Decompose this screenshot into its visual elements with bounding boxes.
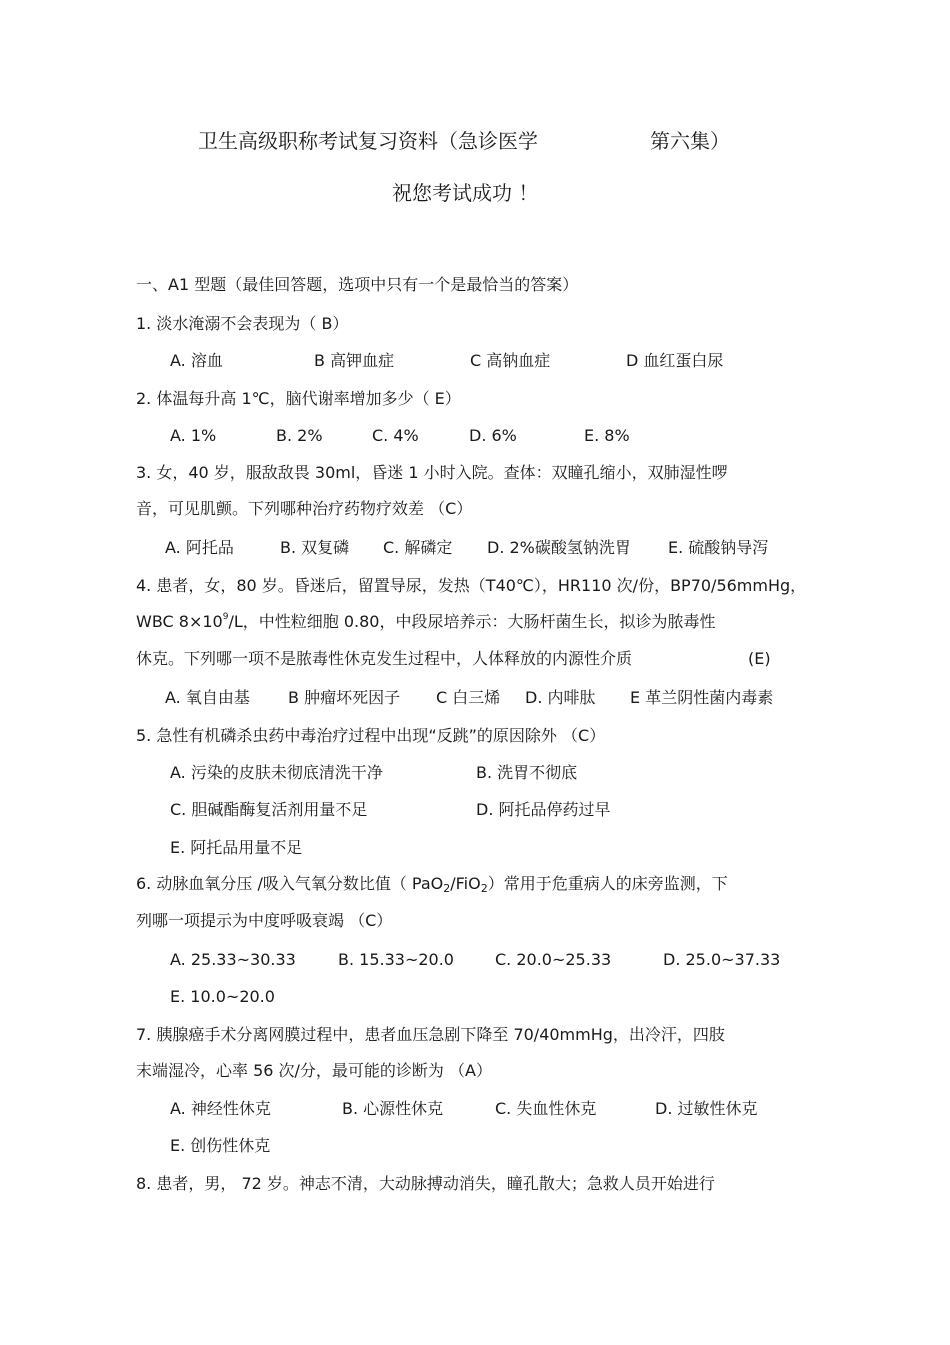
doc-title-part-a: 卫生高级职称考试复习资料（急诊医学 bbox=[198, 129, 538, 153]
q7-option-d: D. 过敏性休克 bbox=[655, 1099, 758, 1118]
q6-option-a: A. 25.33~30.33 bbox=[170, 950, 296, 969]
q2-stem: 2. 体温每升高 1℃，脑代谢率增加多少（ E） bbox=[136, 389, 461, 408]
q3-option-e: E. 硫酸钠导泻 bbox=[668, 538, 769, 557]
q4-option-d: D. 内啡肽 bbox=[525, 688, 596, 707]
q4-stem-line1: 4. 患者，女，80 岁。昏迷后，留置导尿，发热（T40℃），HR110 次/份，BP70/56mmHg， bbox=[136, 576, 807, 595]
q4-option-b: B 肿瘤坏死因子 bbox=[288, 688, 401, 707]
q7-option-a: A. 神经性休克 bbox=[170, 1099, 271, 1118]
q6-option-d: D. 25.0~37.33 bbox=[663, 950, 781, 969]
q2-option-e: E. 8% bbox=[584, 426, 630, 445]
q4-stem-line2-rest: /L，中性粒细胞 0.80，中段尿培养示：大肠杆菌生长，拟诊为脓毒性 bbox=[228, 612, 716, 631]
q4-wbc-label: WBC 8×10 bbox=[136, 612, 223, 631]
q3-option-c: C. 解磷定 bbox=[383, 538, 453, 557]
q2-option-c: C. 4% bbox=[372, 426, 419, 445]
q6-stem-part-b: /FiO bbox=[450, 874, 481, 893]
q3-stem-line2: 音，可见肌颤。下列哪种治疗药物疗效差 （C） bbox=[136, 499, 473, 518]
q1-option-b: B 高钾血症 bbox=[314, 351, 395, 370]
q1-option-a: A. 溶血 bbox=[170, 351, 223, 370]
q6-pao2-subscript: 2 bbox=[443, 882, 451, 895]
q4-option-a: A. 氧自由基 bbox=[165, 688, 250, 707]
q7-option-c: C. 失血性休克 bbox=[495, 1099, 597, 1118]
q5-option-d: D. 阿托品停药过早 bbox=[476, 800, 611, 819]
q4-wbc-exponent: 9 bbox=[222, 612, 229, 622]
q7-stem-line1: 7. 胰腺癌手术分离网膜过程中，患者血压急剧下降至 70/40mmHg，出冷汗，四肢 bbox=[136, 1025, 725, 1044]
q6-stem-part-c: ）常用于危重病人的床旁监测，下 bbox=[487, 874, 728, 893]
q7-option-b: B. 心源性休克 bbox=[342, 1099, 444, 1118]
q5-option-b: B. 洗胃不彻底 bbox=[476, 763, 578, 782]
q4-stem-line2 bbox=[136, 611, 715, 633]
q7-stem-line2: 末端湿冷，心率 56 次/分，最可能的诊断为 （A） bbox=[136, 1061, 492, 1080]
q5-stem: 5. 急性有机磷杀虫药中毒治疗过程中出现“反跳”的原因除外 （C） bbox=[136, 726, 606, 745]
q7-option-e: E. 创伤性休克 bbox=[170, 1136, 271, 1155]
q2-option-d: D. 6% bbox=[469, 426, 517, 445]
q3-option-b: B. 双复磷 bbox=[280, 538, 350, 557]
q6-option-c: C. 20.0~25.33 bbox=[495, 950, 612, 969]
q6-stem-part-a: 6. 动脉血氧分压 /吸入气氧分数比值（ PaO bbox=[136, 874, 444, 893]
q4-stem-line3: 休克。下列哪一项不是脓毒性休克发生过程中，人体释放的内源性介质 bbox=[136, 649, 633, 668]
q4-option-c: C 白三烯 bbox=[436, 688, 501, 707]
q3-option-d: D. 2%碳酸氢钠洗胃 bbox=[487, 538, 631, 557]
q6-option-e: E. 10.0~20.0 bbox=[170, 987, 275, 1006]
q4-answer: (E) bbox=[748, 649, 771, 668]
q6-option-b: B. 15.33~20.0 bbox=[338, 950, 454, 969]
q5-option-c: C. 胆碱酯酶复活剂用量不足 bbox=[170, 800, 368, 819]
q1-stem: 1. 淡水淹溺不会表现为（ B） bbox=[136, 314, 349, 333]
section-heading: 一、A1 型题（最佳回答题，选项中只有一个是最恰当的答案） bbox=[136, 275, 579, 294]
q3-stem-line1: 3. 女，40 岁，服敌敌畏 30ml，昏迷 1 小时入院。查体：双瞳孔缩小，双肺湿性啰 bbox=[136, 463, 728, 482]
q1-option-d: D 血红蛋白尿 bbox=[626, 351, 724, 370]
doc-title-suffix bbox=[650, 128, 730, 154]
doc-title bbox=[198, 128, 538, 154]
q6-stem-line1 bbox=[136, 873, 728, 895]
q1-option-c: C 高钠血症 bbox=[470, 351, 551, 370]
q8-stem: 8. 患者，男， 72 岁。神志不清，大动脉搏动消失，瞳孔散大；急救人员开始进行 bbox=[136, 1174, 715, 1193]
q6-stem-line2: 列哪一项提示为中度呼吸衰竭 （C） bbox=[136, 911, 393, 930]
q6-fio2-subscript: 2 bbox=[480, 882, 488, 895]
q4-option-e: E 革兰阴性菌内毒素 bbox=[630, 688, 774, 707]
q3-option-a: A. 阿托品 bbox=[165, 538, 234, 557]
doc-subtitle: 祝您考试成功 ！ bbox=[392, 181, 539, 205]
q5-option-e: E. 阿托品用量不足 bbox=[170, 838, 303, 857]
q2-option-a: A. 1% bbox=[170, 426, 217, 445]
q5-option-a: A. 污染的皮肤未彻底清洗干净 bbox=[170, 763, 383, 782]
doc-title-part-b: 第六集） bbox=[650, 129, 730, 153]
q2-option-b: B. 2% bbox=[276, 426, 323, 445]
